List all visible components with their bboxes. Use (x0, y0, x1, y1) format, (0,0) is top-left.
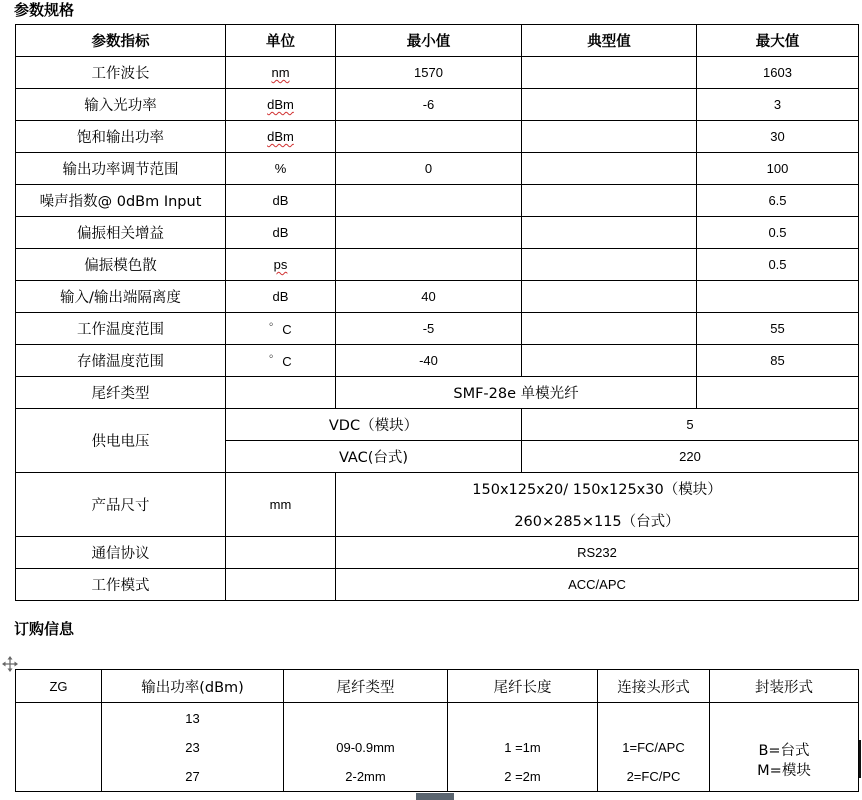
connector-option: 1=FC/APC (622, 739, 685, 755)
typ-cell (522, 281, 697, 313)
vac-value-cell: 220 (522, 441, 859, 473)
min-cell: -40 (336, 345, 522, 377)
table-row (16, 217, 859, 249)
package-options-cell (710, 703, 859, 792)
max-cell (697, 377, 859, 409)
protocol-value-cell: RS232 (336, 537, 859, 569)
max-cell: 30 (697, 121, 859, 153)
unit-cell (226, 57, 336, 89)
package-option: B=台式 (758, 743, 810, 759)
param-cell: 供电电压 (16, 409, 226, 473)
header-min: 最小值 (336, 25, 522, 57)
fiber-type-option: 2-2mm (345, 768, 386, 784)
power-row-dc (16, 409, 859, 441)
param-cell: 工作波长 (16, 57, 226, 89)
size-line1-cell: 150x125x20/ 150x125x30（模块） (336, 473, 859, 505)
table-row (16, 345, 859, 377)
spec-header-row (16, 25, 859, 57)
max-cell (697, 281, 859, 313)
unit-cell: mm (226, 473, 336, 537)
unit-text: dBm (267, 129, 294, 144)
header-unit: 单位 (226, 25, 336, 57)
fiber-length-option: 1 =1m (504, 739, 541, 755)
param-cell: 存储温度范围 (16, 345, 226, 377)
max-cell: 3 (697, 89, 859, 121)
param-cell: 工作模式 (16, 569, 226, 601)
min-cell (336, 185, 522, 217)
unit-cell (226, 537, 336, 569)
min-cell (336, 249, 522, 281)
order-header-row (16, 670, 859, 703)
header-max: 最大值 (697, 25, 859, 57)
unit-cell: ゜C (226, 345, 336, 377)
param-cell: 偏振模色散 (16, 249, 226, 281)
header-connector: 连接头形式 (598, 670, 710, 703)
param-cell: 输入/输出端隔离度 (16, 281, 226, 313)
param-cell: 工作温度范围 (16, 313, 226, 345)
param-cell: 通信协议 (16, 537, 226, 569)
typ-cell (522, 217, 697, 249)
vdc-label-cell: VDC（模块） (226, 409, 522, 441)
max-cell: 100 (697, 153, 859, 185)
text-cursor (859, 740, 861, 778)
table-row (16, 313, 859, 345)
fiber-value-cell: SMF-28e 单模光纤 (336, 377, 697, 409)
unit-text: dBm (267, 97, 294, 112)
mode-row (16, 569, 859, 601)
unit-text: ps (273, 257, 288, 272)
max-cell: 85 (697, 345, 859, 377)
param-cell: 尾纤类型 (16, 377, 226, 409)
fiber-length-options-cell (448, 703, 598, 792)
typ-cell (522, 57, 697, 89)
fiber-row (16, 377, 859, 409)
order-section-title: 订购信息 (14, 620, 75, 638)
unit-text: nm (271, 65, 290, 80)
header-power: 输出功率(dBm) (102, 670, 284, 703)
min-cell: -5 (336, 313, 522, 345)
param-cell: 产品尺寸 (16, 473, 226, 537)
table-row (16, 89, 859, 121)
unit-cell: dB (226, 217, 336, 249)
size-line2-cell: 260×285×115（台式） (336, 505, 859, 537)
unit-cell (226, 89, 336, 121)
code-options-cell (16, 703, 102, 792)
max-cell: 1603 (697, 57, 859, 89)
unit-cell: dB (226, 185, 336, 217)
unit-cell: % (226, 153, 336, 185)
typ-cell (522, 89, 697, 121)
unit-cell (226, 249, 336, 281)
min-cell: 1570 (336, 57, 522, 89)
min-cell: 0 (336, 153, 522, 185)
param-cell: 输入光功率 (16, 89, 226, 121)
connector-options-cell (598, 703, 710, 792)
protocol-row (16, 537, 859, 569)
spec-section-title: 参数规格 (14, 1, 75, 19)
header-typ: 典型值 (522, 25, 697, 57)
typ-cell (522, 153, 697, 185)
table-row (16, 57, 859, 89)
power-option: 23 (185, 739, 200, 755)
order-table (15, 669, 859, 792)
header-code: ZG (16, 670, 102, 703)
vdc-value-cell: 5 (522, 409, 859, 441)
max-cell: 0.5 (697, 249, 859, 281)
fiber-type-options-cell (284, 703, 448, 792)
param-cell: 偏振相关增益 (16, 217, 226, 249)
param-cell: 噪声指数@ 0dBm Input (16, 185, 226, 217)
param-cell: 输出功率调节范围 (16, 153, 226, 185)
max-cell: 0.5 (697, 217, 859, 249)
spec-table (15, 24, 859, 601)
power-option: 27 (185, 768, 200, 784)
size-row-1 (16, 473, 859, 505)
connector-option: 2=FC/PC (626, 768, 681, 784)
unit-cell (226, 569, 336, 601)
min-cell (336, 121, 522, 153)
table-row (16, 281, 859, 313)
order-options-row (16, 703, 859, 792)
max-cell: 6.5 (697, 185, 859, 217)
vac-label-cell: VAC(台式) (226, 441, 522, 473)
header-fiber-type: 尾纤类型 (284, 670, 448, 703)
min-cell: -6 (336, 89, 522, 121)
scroll-indicator[interactable] (416, 793, 454, 800)
power-options-cell (102, 703, 284, 792)
min-cell: 40 (336, 281, 522, 313)
typ-cell (522, 313, 697, 345)
fiber-length-option: 2 =2m (504, 768, 541, 784)
unit-cell: ゜C (226, 313, 336, 345)
header-param: 参数指标 (16, 25, 226, 57)
package-option: M=模块 (757, 763, 811, 779)
min-cell (336, 217, 522, 249)
typ-cell (522, 345, 697, 377)
unit-cell (226, 377, 336, 409)
table-row (16, 153, 859, 185)
table-row (16, 185, 859, 217)
table-row (16, 121, 859, 153)
unit-cell (226, 121, 336, 153)
typ-cell (522, 121, 697, 153)
header-package: 封装形式 (710, 670, 859, 703)
fiber-type-option: 09-0.9mm (336, 739, 395, 755)
mode-value-cell: ACC/APC (336, 569, 859, 601)
header-fiber-length: 尾纤长度 (448, 670, 598, 703)
max-cell: 55 (697, 313, 859, 345)
power-option: 13 (185, 710, 200, 726)
typ-cell (522, 185, 697, 217)
param-cell: 饱和输出功率 (16, 121, 226, 153)
typ-cell (522, 249, 697, 281)
unit-cell: dB (226, 281, 336, 313)
table-row (16, 249, 859, 281)
